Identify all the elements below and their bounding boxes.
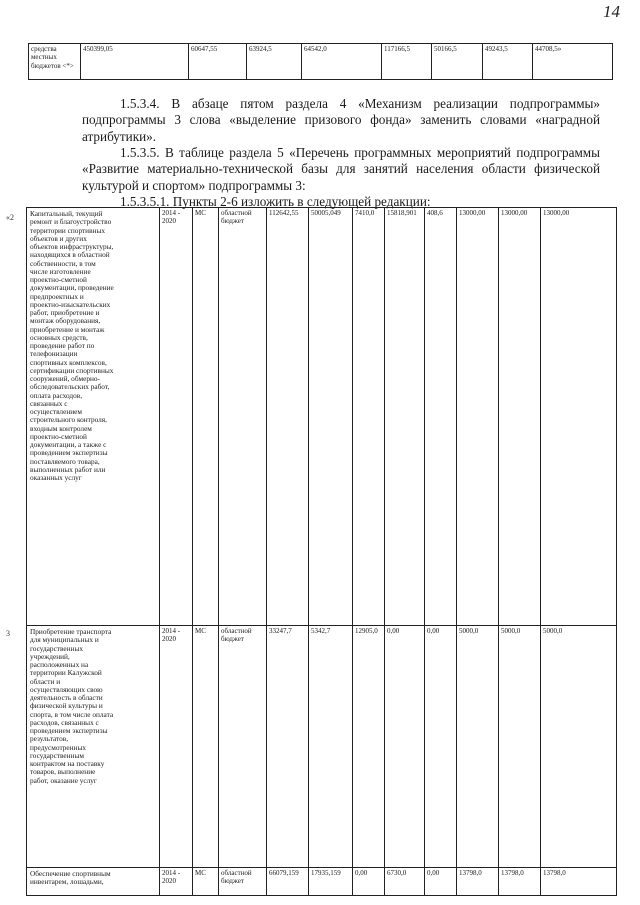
value-cell: 5000,0	[541, 626, 617, 868]
name-line: спортивных комплексов,	[30, 357, 107, 367]
table-cell: 64542,0	[302, 44, 382, 80]
name-line: предусмотренных	[30, 742, 86, 752]
activity-name-cell	[27, 868, 160, 896]
table-cell: 63924,5	[247, 44, 302, 80]
name-line: телефонизации	[30, 349, 78, 359]
name-line: ремонт и благоустройство	[30, 217, 112, 227]
paragraph: 1.5.3.4. В абзаце пятом раздела 4 «Механизм реализации подпрограммы» подпрограммы 3 слова «выделение призового фонда» заменить словами «наградной атрибутики».	[82, 96, 600, 144]
name-line: числе изготовление	[30, 266, 91, 276]
value-cell: 5000,0	[457, 626, 499, 868]
table-row	[27, 208, 617, 626]
name-line: расходов, связанных с	[30, 717, 99, 727]
table-row	[27, 626, 617, 868]
value-cell: 5000,0	[499, 626, 541, 868]
paragraph: 1.5.3.5. В таблице раздела 5 «Перечень программных мероприятий подпрограммы «Развитие материально-технической базы для занятий населения области физической культурой и спортом» подпрограммы 3:	[82, 145, 600, 193]
value-cell: 13000,00	[541, 208, 617, 626]
value-cell: 7410,0	[353, 208, 385, 626]
page-number: 14	[603, 2, 620, 21]
value-cell: 6730,0	[385, 868, 425, 896]
name-line: инвентарем, лошадьми,	[30, 877, 104, 887]
name-line: осуществлением	[30, 407, 82, 416]
value-cell: 66079,159	[267, 868, 309, 896]
name-line: проектно-сметной	[30, 275, 87, 284]
table-row	[27, 868, 617, 896]
name-line: сооружений, обмерно-	[30, 374, 100, 383]
table-cell: 60647,55	[189, 44, 247, 80]
name-line: предпроектных и	[30, 291, 84, 301]
table-cell: 50166,5	[432, 44, 483, 80]
name-line: осуществляющих свою	[30, 684, 103, 694]
name-line: обследовательских работ,	[30, 382, 110, 392]
name-line: основных средств,	[30, 332, 88, 342]
name-line: территории Калужской	[30, 668, 102, 678]
name-line: деятельность в области	[30, 693, 103, 702]
table-cell: средства местных бюджетов <*>	[29, 44, 81, 80]
main-table	[26, 207, 617, 896]
value-cell: 13798,0	[541, 868, 617, 896]
value-cell: 33247,7	[267, 626, 309, 868]
executor-cell: МС	[193, 868, 219, 896]
table-row	[29, 44, 613, 80]
name-line: расположенных на	[30, 660, 89, 669]
name-line: входным контролем	[30, 423, 92, 433]
name-line: Обеспечение спортивным	[30, 869, 111, 878]
name-line: документации, проведение	[30, 283, 114, 293]
name-line: работ, оказание услуг	[30, 775, 97, 785]
name-line: проектно-сметной	[30, 431, 87, 441]
source-cell: областной бюджет	[219, 208, 267, 626]
name-line: проведением экспертизы	[30, 448, 108, 458]
name-line: Капитальный, текущий	[30, 209, 103, 218]
name-line: для муниципальных и	[30, 635, 99, 645]
name-line: работ, приобретение и	[30, 308, 100, 317]
value-cell: 13798,0	[499, 868, 541, 896]
value-cell: 13000,00	[457, 208, 499, 626]
executor-cell: МС	[193, 208, 219, 626]
value-cell: 5342,7	[309, 626, 353, 868]
executor-cell: МС	[193, 626, 219, 868]
name-line: объектов и других	[30, 233, 87, 243]
value-cell: 50005,049	[309, 208, 353, 626]
name-line: учреждений,	[30, 651, 70, 661]
name-line: физической культуры и	[30, 701, 103, 711]
value-cell: 408,6	[425, 208, 457, 626]
name-line: области и	[30, 676, 61, 686]
value-cell: 12905,0	[353, 626, 385, 868]
name-line: проведение работ по	[30, 341, 95, 350]
table-cell: 117166,5	[382, 44, 432, 80]
value-cell: 13798,0	[457, 868, 499, 896]
activity-name-cell	[27, 626, 160, 868]
table-cell: 450399,05	[81, 44, 189, 80]
source-cell: областной бюджет	[219, 868, 267, 896]
value-cell: 0,00	[425, 626, 457, 868]
period-cell: 2014 - 2020	[160, 868, 193, 896]
name-line: монтаж оборудования,	[30, 316, 101, 326]
paragraph: 1.5.3.5.1. Пункты 2-6 изложить в следующей редакции:	[120, 194, 431, 209]
value-cell: 17935,159	[309, 868, 353, 896]
name-line: спорта, в том числе оплата	[30, 709, 114, 719]
name-line: контрактом на поставку	[30, 759, 105, 768]
activity-name-cell	[27, 208, 160, 626]
name-line: Приобретение транспорта	[30, 627, 112, 636]
name-line: собственности, в том	[30, 258, 96, 268]
name-line: документации, а также с	[30, 440, 107, 449]
name-line: связанных с	[30, 398, 68, 408]
value-cell: 112642,55	[267, 208, 309, 626]
value-cell: 15818,901	[385, 208, 425, 626]
period-cell: 2014 - 2020	[160, 626, 193, 868]
name-line: проведением экспертизы	[30, 726, 108, 735]
name-line: поставляемого товара,	[30, 456, 100, 466]
name-line: территории спортивных	[30, 225, 105, 235]
name-line: проектно-изыскательских	[30, 299, 111, 309]
name-line: сертификации спортивных	[30, 365, 114, 375]
table-cell: 49243,5	[483, 44, 533, 80]
name-line: оказанных услуг	[30, 473, 82, 482]
source-cell: областной бюджет	[219, 626, 267, 868]
table-cell: 44708,5»	[533, 44, 613, 80]
value-cell: 0,00	[425, 868, 457, 896]
period-cell: 2014 - 2020	[160, 208, 193, 626]
name-line: оплата расходов,	[30, 390, 83, 400]
name-line: объектов инфраструктуры,	[30, 242, 114, 251]
name-line: выполненных работ или	[30, 464, 106, 474]
value-cell: 13000,00	[499, 208, 541, 626]
value-cell: 0,00	[385, 626, 425, 868]
name-line: государственных	[30, 643, 84, 653]
row-number: 3	[6, 629, 10, 638]
name-line: результатов,	[30, 734, 69, 744]
value-cell: 0,00	[353, 868, 385, 896]
name-line: приобретение и монтаж	[30, 324, 105, 334]
name-line: находящихся в областной	[30, 250, 110, 260]
row-number: «2	[6, 213, 14, 222]
name-line: товаров, выполнение	[30, 767, 96, 777]
name-line: государственным	[30, 750, 84, 760]
top-table	[28, 43, 613, 80]
name-line: строительного контроля,	[30, 415, 107, 425]
